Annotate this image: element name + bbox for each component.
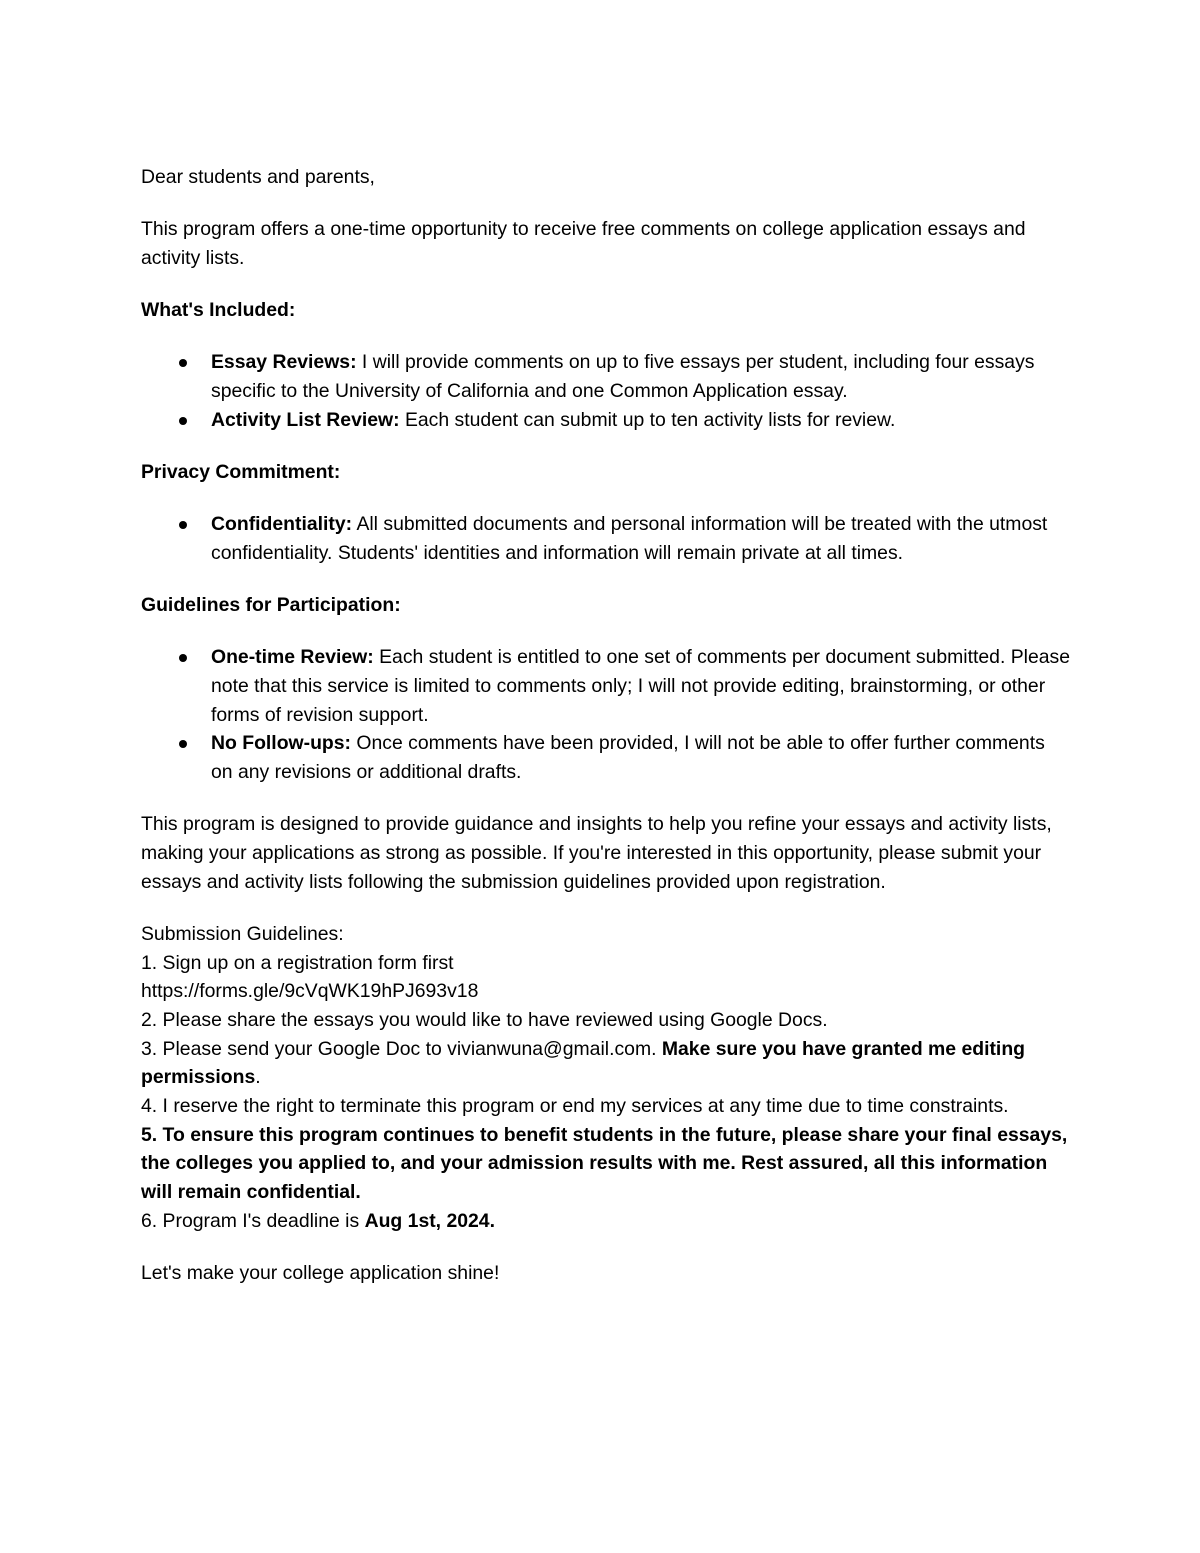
submission-guidelines xyxy=(141,920,1071,1236)
program-description-paragraph: This program is designed to provide guidance and insights to help you refine your essays and activity lists, making your applications as strong as possible. If you're interested in this opportunity, please submit your essays and activity lists following the submission guidelines provided upon registration. xyxy=(141,813,1052,893)
greeting: Dear students and parents, xyxy=(141,166,375,188)
list-item-essay-reviews xyxy=(141,348,1071,405)
list-item-label: One-time Review: xyxy=(211,646,374,669)
document-page xyxy=(141,163,1071,1311)
bullet-icon xyxy=(179,740,187,748)
list-item-text: I will provide comments on up to five essays per student, including four essays specific to the University of California and one Common Application essay. xyxy=(211,351,1035,403)
list-item-confidentiality xyxy=(141,510,1071,567)
submission-step-6 xyxy=(141,1207,1071,1236)
submission-step-3 xyxy=(141,1035,1071,1092)
signoff: Let's make your college application shine! xyxy=(141,1262,500,1285)
bullet-icon xyxy=(179,521,187,529)
section-heading-privacy: Privacy Commitment: xyxy=(141,460,341,483)
submission-heading: Submission Guidelines: xyxy=(141,922,344,945)
submission-step-4: 4. I reserve the right to terminate this program or end my services at any time due to time constraints. xyxy=(141,1095,1009,1118)
list-item-label: Activity List Review: xyxy=(211,408,400,431)
bullet-icon xyxy=(179,654,187,662)
submission-step-3-bold: Make sure you have granted me editing permissions xyxy=(141,1037,1026,1089)
submission-step-3-text: 3. Please send your Google Doc to vivianwuna@gmail.com. xyxy=(141,1037,662,1060)
list-item-label: Essay Reviews: xyxy=(211,351,357,374)
list-item-text: Each student is entitled to one set of comments per document submitted. Please note that this service is limited to comments only; I will not provide editing, brainstorming, or other forms of revision support. xyxy=(211,646,1071,726)
list-item-activity-list-review xyxy=(141,406,1071,435)
privacy-list xyxy=(141,510,1071,567)
list-item-text: All submitted documents and personal information will be treated with the utmost confidentiality. Students' identities and information will remain private at all times. xyxy=(211,513,1048,564)
submission-step-6-text: 6. Program I's deadline is xyxy=(141,1209,365,1232)
registration-form-link[interactable]: https://forms.gle/9cVqWK19hPJ693v18 xyxy=(141,980,479,1003)
submission-step-2: 2. Please share the essays you would like to have reviewed using Google Docs. xyxy=(141,1008,828,1031)
bullet-icon xyxy=(179,417,187,425)
submission-step-5: 5. To ensure this program continues to benefit students in the future, please share your final essays, the colleges you applied to, and your admission results with me. Rest assured, all this information will remain confidential. xyxy=(141,1123,1068,1204)
section-heading-guidelines: Guidelines for Participation: xyxy=(141,594,401,617)
deadline-date: Aug 1st, 2024. xyxy=(364,1209,495,1232)
submission-step-1: 1. Sign up on a registration form first xyxy=(141,951,454,974)
bullet-icon xyxy=(179,359,187,367)
included-list xyxy=(141,348,1071,434)
list-item-label: No Follow-ups: xyxy=(211,732,352,755)
section-heading-included: What's Included: xyxy=(141,299,296,322)
intro-paragraph: This program offers a one-time opportunity to receive free comments on college application essays and activity lists. xyxy=(141,218,1026,269)
guidelines-list xyxy=(141,643,1071,787)
list-item-one-time-review xyxy=(141,643,1071,729)
list-item-no-follow-ups xyxy=(141,729,1071,786)
list-item-label: Confidentiality: xyxy=(211,513,353,536)
submission-step-3-end: . xyxy=(255,1066,261,1089)
list-item-text: Each student can submit up to ten activity lists for review. xyxy=(399,408,896,431)
list-item-text: Once comments have been provided, I will not be able to offer further comments on any revisions or additional drafts. xyxy=(211,732,1045,784)
